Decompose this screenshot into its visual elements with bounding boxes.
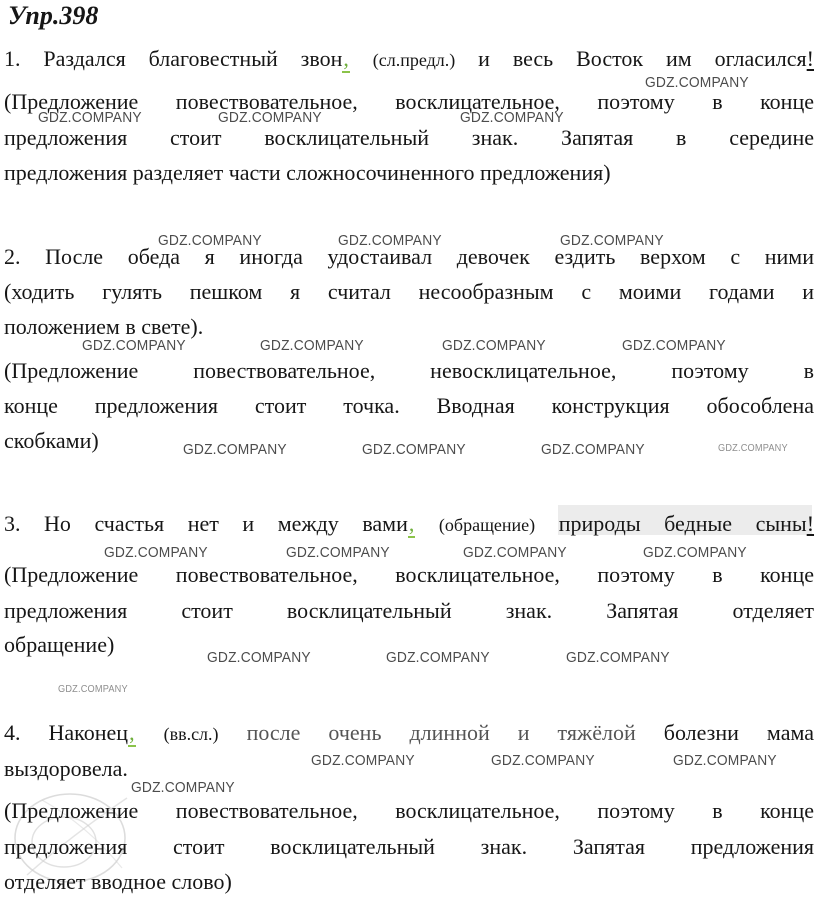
explanation-4-line-2: предложения стоит восклицательный знак. Запятая предложения [4,834,814,859]
watermark: GDZ.COMPANY [645,74,749,91]
sentence-3-text: 3. Но счастья нет и между вами [4,511,408,536]
explanation-3-line-1: (Предложение повествовательное, восклицательное, поэтому в конце [4,562,814,587]
sentence-3-green-comma: , [408,511,415,536]
watermark: GDZ.COMPANY [566,649,670,666]
explanation-2-line-1: (Предложение повествовательное, невосклицательное, поэтому в [4,358,814,383]
sentence-2-line-2: (ходить гулять пешком я считал несообразным с моими годами и [4,279,814,304]
sentence-3-annotation: (обращение) [438,515,536,535]
explanation-1-line-3: предложения разделяет части сложносочиненного предложения) [4,160,611,185]
sentence-1-terminal: ! [806,46,814,71]
watermark: GDZ.COMPANY [311,752,415,769]
sentence-1-text: 1. Раздался благовестный звон [4,46,343,71]
sentence-4-text: 4. Наконец [4,720,129,745]
watermark: GDZ.COMPANY [673,752,777,769]
sentence-1-green-comma: , [343,46,349,71]
watermark: GDZ.COMPANY [643,544,747,561]
watermark: GDZ.COMPANY [362,441,466,458]
sentence-2-line-3: положением в свете). [4,314,204,339]
watermark: GDZ.COMPANY [541,441,645,458]
watermark: GDZ.COMPANY [286,544,390,561]
watermark: GDZ.COMPANY [158,232,262,249]
watermark: GDZ.COMPANY [183,441,287,458]
sentence-3 [4,510,814,539]
watermark: GDZ.COMPANY [460,109,564,126]
explanation-3-line-3: обращение) [4,632,115,657]
watermark: GDZ.COMPANY [131,779,235,796]
watermark: GDZ.COMPANY [622,337,726,354]
watermark: GDZ.COMPANY [104,544,208,561]
sentence-1-annotation: (сл.предл.) [372,50,456,70]
watermark: GDZ.COMPANY [82,337,186,354]
sentence-4-line-2: выздоровела. [4,756,128,781]
watermark: GDZ.COMPANY [442,337,546,354]
explanation-4-line-1: (Предложение повествовательное, восклицательное, поэтому в конце [4,798,814,823]
watermark: GDZ.COMPANY [58,684,128,695]
sentence-1 [4,45,814,74]
explanation-3-line-2: предложения стоит восклицательный знак. Запятая отделяет [4,598,814,623]
sentence-4-line-1 [4,719,814,748]
sentence-4-green-comma: , [129,720,135,745]
sentence-3-terminal: ! [806,511,815,536]
exercise-title: Упр.398 [8,1,99,30]
watermark: GDZ.COMPANY [207,649,311,666]
sentence-2-line-1: 2. После обеда я иногда удостаивал девочек ездить верхом с ними [4,244,814,269]
watermark: GDZ.COMPANY [38,109,142,126]
watermark: GDZ.COMPANY [386,649,490,666]
explanation-2-line-3: скобками) [4,428,99,453]
watermark: GDZ.COMPANY [463,544,567,561]
watermark: GDZ.COMPANY [560,232,664,249]
sentence-4-text-faded: после очень длинной и тяжёлой [246,720,636,745]
sentence-3-text-cont: природы бедные сыны [558,511,807,536]
explanation-4-line-3: отделяет вводное слово) [4,869,232,894]
watermark: GDZ.COMPANY [218,109,322,126]
explanation-1-line-2: предложения стоит восклицательный знак. Запятая в середине [4,125,814,150]
explanation-2-line-2: конце предложения стоит точка. Вводная конструкция обособлена [4,393,814,418]
sentence-1-text-cont: и весь Восток им огласился [478,46,807,71]
watermark: GDZ.COMPANY [260,337,364,354]
watermark: GDZ.COMPANY [338,232,442,249]
explanation-1-line-1: (Предложение повествовательное, восклицательное, поэтому в конце [4,89,814,114]
sentence-4-text-cont: болезни мама [663,720,814,745]
sentence-4-annotation: (вв.сл.) [163,724,219,744]
watermark: GDZ.COMPANY [718,443,788,454]
watermark: GDZ.COMPANY [491,752,595,769]
